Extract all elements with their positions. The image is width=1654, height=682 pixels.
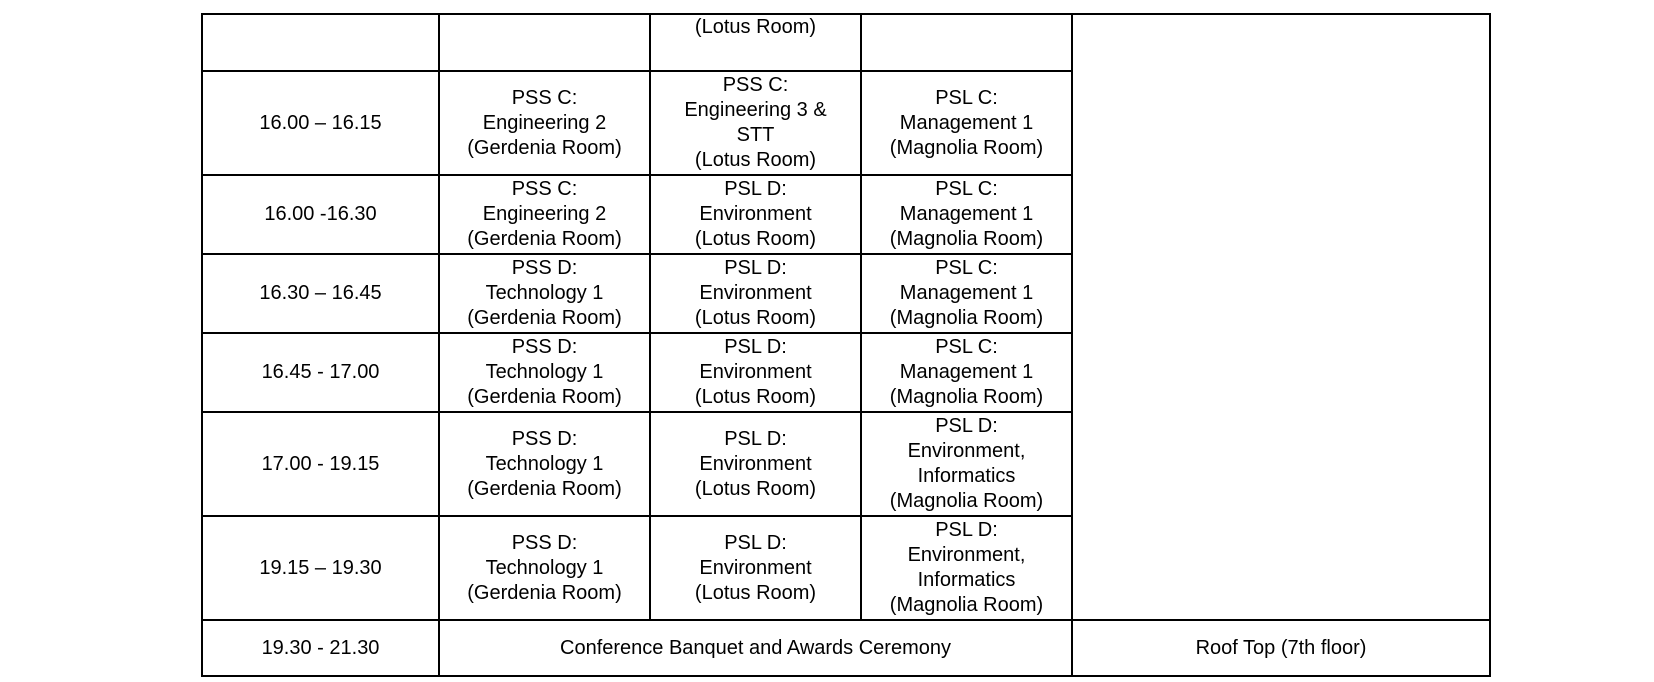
time-cell: 19.15 – 19.30 <box>202 516 439 620</box>
cell-line: PSL C: <box>935 178 998 200</box>
cell-line: PSL C: <box>935 86 998 109</box>
time-cell: 17.00 - 19.15 <box>202 412 439 516</box>
lotus-room-cell <box>650 254 861 333</box>
gerdenia-room-cell <box>439 516 650 620</box>
cell-line: (Gerdenia Room) <box>467 581 622 604</box>
cell-line: (Magnolia Room) <box>889 136 1044 159</box>
time-cell <box>202 14 439 71</box>
cell-line: (Gerdenia Room) <box>467 477 622 500</box>
cell-line: Environment, <box>907 440 1026 462</box>
cell-line: PSL D: <box>724 336 787 358</box>
magnolia-room-cell <box>861 175 1072 254</box>
cell-line: (Lotus Room) <box>694 581 817 604</box>
cell-line: (Magnolia Room) <box>889 594 1044 616</box>
cell-line: PSL C: <box>935 336 998 358</box>
lotus-room-cell <box>650 14 861 71</box>
cell-line: PSS D: <box>511 257 578 279</box>
gerdenia-room-cell <box>439 71 650 175</box>
cell-line: PSS D: <box>511 427 578 450</box>
gerdenia-room-cell <box>439 254 650 333</box>
time-cell: 16.30 – 16.45 <box>202 254 439 333</box>
cell-line: PSS D: <box>511 336 578 358</box>
cell-line: PSL D: <box>724 257 787 279</box>
gerdenia-room-cell <box>439 14 650 71</box>
banquet-venue-cell: Roof Top (7th floor) <box>1072 620 1490 676</box>
cell-line: Environment, <box>907 544 1026 566</box>
lotus-room-cell <box>650 516 861 620</box>
lotus-room-cell <box>650 412 861 516</box>
cell-line: Technology 1 <box>485 452 604 475</box>
magnolia-room-cell <box>861 254 1072 333</box>
cell-line: (Lotus Room) <box>694 307 817 329</box>
banquet-row <box>202 620 1490 676</box>
schedule-table <box>201 13 1491 677</box>
cell-line: PSL D: <box>935 519 998 541</box>
cell-line: Environment <box>699 203 812 225</box>
cell-line: Management 1 <box>899 361 1034 383</box>
time-cell: 16.00 – 16.15 <box>202 71 439 175</box>
cell-line: Management 1 <box>899 111 1034 134</box>
magnolia-room-cell <box>861 516 1072 620</box>
cell-line: PSS C: <box>511 86 578 109</box>
gerdenia-room-cell <box>439 175 650 254</box>
magnolia-room-cell <box>861 14 1072 71</box>
cell-line: (Lotus Room) <box>694 386 817 408</box>
table-row <box>202 14 1490 71</box>
lotus-room-cell <box>650 71 861 175</box>
cell-line: PSL D: <box>724 531 787 554</box>
cell-line: PSS D: <box>511 531 578 554</box>
magnolia-room-cell <box>861 71 1072 175</box>
cell-line: (Lotus Room) <box>694 477 817 500</box>
cell-line: Environment <box>699 361 812 383</box>
time-cell: 16.00 -16.30 <box>202 175 439 254</box>
cell-line: (Gerdenia Room) <box>467 307 622 329</box>
cell-line: Technology 1 <box>485 282 604 304</box>
cell-line: (Magnolia Room) <box>889 386 1044 408</box>
cell-line: (Lotus Room) <box>694 16 817 38</box>
cell-line: Engineering 2 <box>482 203 607 225</box>
cell-line: Informatics <box>917 569 1016 591</box>
cell-line: (Lotus Room) <box>694 149 817 171</box>
cell-line: (Magnolia Room) <box>889 307 1044 329</box>
lotus-room-cell <box>650 333 861 412</box>
gerdenia-room-cell <box>439 412 650 516</box>
magnolia-room-cell <box>861 412 1072 516</box>
cell-line: (Magnolia Room) <box>889 490 1044 512</box>
cell-line: (Magnolia Room) <box>889 228 1044 250</box>
cell-line: Technology 1 <box>485 361 604 383</box>
banquet-time-cell: 19.30 - 21.30 <box>202 620 439 676</box>
cell-line: Environment <box>699 556 812 579</box>
cell-line: PSL D: <box>724 178 787 200</box>
venue-cell <box>1072 14 1490 620</box>
cell-line: (Gerdenia Room) <box>467 386 622 408</box>
cell-line: (Gerdenia Room) <box>467 228 622 250</box>
cell-line: PSS C: <box>722 74 789 96</box>
cell-line: Engineering 3 & <box>684 99 827 121</box>
cell-line: Environment <box>699 282 812 304</box>
cell-line: (Gerdenia Room) <box>467 136 622 159</box>
cell-line: Technology 1 <box>485 556 604 579</box>
cell-line: Management 1 <box>899 282 1034 304</box>
cell-line: PSL C: <box>935 257 998 279</box>
cell-line: (Lotus Room) <box>694 228 817 250</box>
gerdenia-room-cell <box>439 333 650 412</box>
cell-line: Informatics <box>917 465 1016 487</box>
cell-line: PSL D: <box>935 415 998 437</box>
cell-line: PSL D: <box>724 427 787 450</box>
cell-line: Environment <box>699 452 812 475</box>
lotus-room-cell <box>650 175 861 254</box>
magnolia-room-cell <box>861 333 1072 412</box>
time-cell: 16.45 - 17.00 <box>202 333 439 412</box>
cell-line: Engineering 2 <box>482 111 607 134</box>
cell-line: Management 1 <box>899 203 1034 225</box>
banquet-event-cell: Conference Banquet and Awards Ceremony <box>439 620 1072 676</box>
cell-line: STT <box>736 124 775 146</box>
cell-line: PSS C: <box>511 178 578 200</box>
